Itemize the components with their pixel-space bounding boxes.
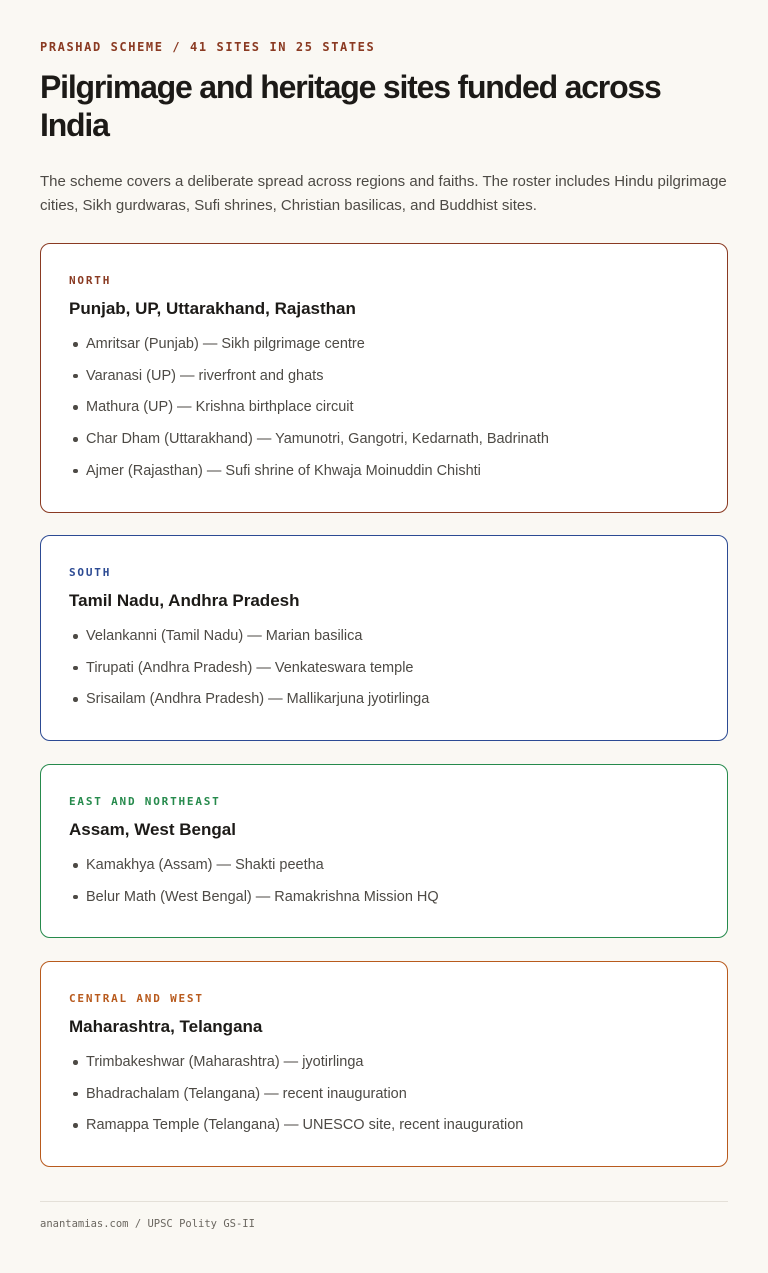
site-list [69, 1050, 523, 1145]
eyebrow-label: PRASHAD SCHEME / 41 SITES IN 25 STATES [40, 40, 376, 54]
region-card-west [40, 961, 728, 1167]
site-list [69, 624, 429, 719]
site-list [69, 332, 549, 490]
footer-credit: anantamias.com / UPSC Polity GS-II [40, 1218, 255, 1230]
list-item: Mathura (UP) — Krishna birthplace circuit [69, 395, 549, 427]
intro-paragraph: The scheme covers a deliberate spread across regions and faiths. The roster includes Hindu pilgrimage cities, Sikh gurdwaras, Sufi shrines, Christian basilicas, and Buddhist sites. [40, 173, 727, 214]
region-label: CENTRAL AND WEST [69, 992, 204, 1005]
region-states: Assam, West Bengal [69, 820, 236, 839]
region-label: EAST AND NORTHEAST [69, 795, 221, 808]
list-item: Amritsar (Punjab) — Sikh pilgrimage centre [69, 332, 549, 364]
region-states: Punjab, UP, Uttarakhand, Rajasthan [69, 299, 356, 318]
list-item: Char Dham (Uttarakhand) — Yamunotri, Gangotri, Kedarnath, Badrinath [69, 427, 549, 459]
region-card-south [40, 535, 728, 741]
region-label: NORTH [69, 274, 112, 287]
list-item: Srisailam (Andhra Pradesh) — Mallikarjuna jyotirlinga [69, 687, 429, 719]
list-item: Ajmer (Rajasthan) — Sufi shrine of Khwaja Moinuddin Chishti [69, 459, 549, 491]
page-title: Pilgrimage and heritage sites funded across India [40, 69, 661, 143]
list-item: Varanasi (UP) — riverfront and ghats [69, 364, 549, 396]
list-item: Kamakhya (Assam) — Shakti peetha [69, 853, 439, 885]
region-states: Tamil Nadu, Andhra Pradesh [69, 591, 300, 610]
list-item: Ramappa Temple (Telangana) — UNESCO site, recent inauguration [69, 1113, 523, 1145]
list-item: Bhadrachalam (Telangana) — recent inauguration [69, 1082, 523, 1114]
list-item: Velankanni (Tamil Nadu) — Marian basilica [69, 624, 429, 656]
site-list [69, 853, 439, 916]
region-label: SOUTH [69, 566, 112, 579]
region-card-north [40, 243, 728, 513]
list-item: Tirupati (Andhra Pradesh) — Venkateswara temple [69, 656, 429, 688]
footer-divider [40, 1201, 728, 1202]
region-states: Maharashtra, Telangana [69, 1017, 263, 1036]
region-card-east [40, 764, 728, 938]
list-item: Trimbakeshwar (Maharashtra) — jyotirlinga [69, 1050, 523, 1082]
list-item: Belur Math (West Bengal) — Ramakrishna Mission HQ [69, 885, 439, 917]
